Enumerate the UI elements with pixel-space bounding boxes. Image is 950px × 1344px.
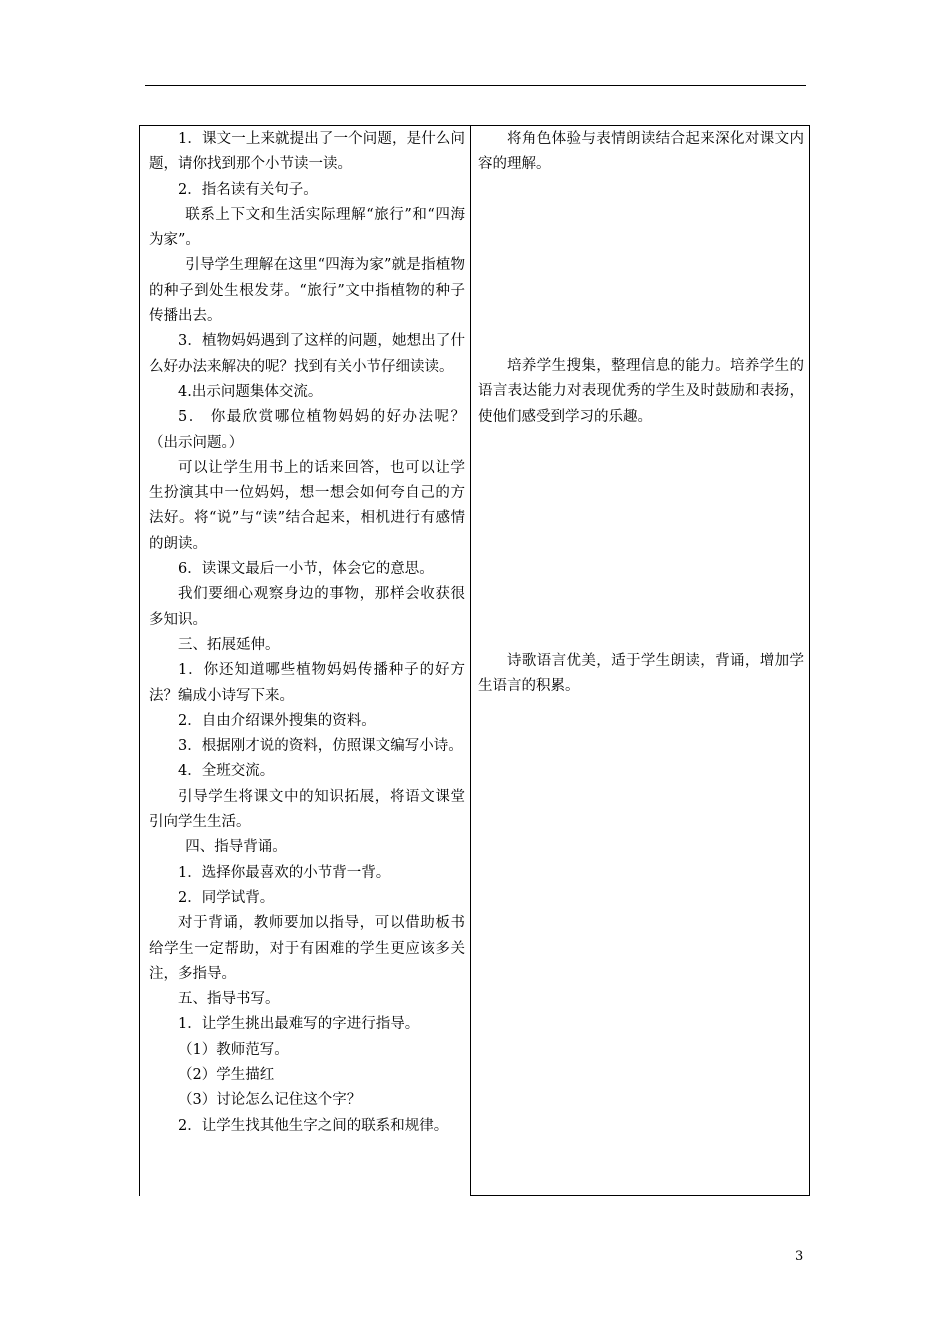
teaching-process-column (149, 127, 465, 1139)
design-intent-note: 将角色体验与表情朗读结合起来深化对课文内容的理解。 (478, 131, 804, 173)
design-intent-note: 诗歌语言优美，适于学生朗读，背诵，增加学生语言的积累。 (478, 653, 804, 695)
lesson-step-paragraph: 三、拓展延伸。 (178, 636, 280, 653)
table-right-border (809, 125, 810, 1196)
lesson-step-paragraph: 五、指导书写。 (178, 991, 280, 1008)
lesson-step-paragraph: 2．让学生找其他生字之间的联系和规律。 (178, 1117, 449, 1134)
lesson-step-paragraph: 4.出示问题集体交流。 (178, 383, 323, 400)
lesson-step-paragraph: 四、指导背诵。 (185, 839, 287, 856)
lesson-step-paragraph: 2．自由介绍课外搜集的资料。 (178, 712, 376, 729)
lesson-step-paragraph: 1．让学生挑出最难写的字进行指导。 (178, 1016, 420, 1033)
lesson-step-paragraph: 引导学生将课文中的知识拓展，将语文课堂引向学生生活。 (149, 788, 465, 831)
lesson-step-paragraph: 6．读课文最后一小节，体会它的意思。 (178, 561, 434, 578)
lesson-step-paragraph: 3．植物妈妈遇到了这样的问题，她想出了什么好办法来解决的呢？找到有关小节仔细读读。 (149, 333, 465, 375)
lesson-step-paragraph: 4．全班交流。 (178, 763, 275, 780)
lesson-step-paragraph: 2．同学试背。 (178, 889, 275, 906)
lesson-step-paragraph: 2．指名读有关句子。 (178, 181, 318, 198)
lesson-step-paragraph: 1．选择你最喜欢的小节背一背。 (178, 864, 391, 881)
header-rule (145, 85, 806, 86)
lesson-step-paragraph: （3）讨论怎么记住这个字？ (178, 1092, 362, 1109)
lesson-step-paragraph: 3．根据刚才说的资料，仿照课文编写小诗。 (178, 738, 463, 755)
lesson-step-paragraph: 引导学生理解在这里“四海为家”就是指植物的种子到处生根发芽。“旅行”文中指植物的种子传播出去。 (149, 257, 465, 325)
lesson-step-paragraph: 5． 你最欣赏哪位植物妈妈的好办法呢？（出示问题。） (149, 409, 465, 451)
table-top-border (139, 125, 810, 126)
table-divider (470, 125, 471, 1196)
table-left-border (139, 125, 140, 1196)
lesson-step-paragraph: 我们要细心观察身边的事物，那样会收获很多知识。 (149, 586, 465, 628)
lesson-step-paragraph: 1．你还知道哪些植物妈妈传播种子的好方法？编成小诗写下来。 (149, 662, 465, 704)
lesson-step-paragraph: （1）教师范写。 (178, 1041, 289, 1058)
page-number: 3 (795, 1249, 804, 1264)
lesson-step-paragraph: 联系上下文和生活实际理解“旅行”和“四海为家”。 (149, 206, 465, 249)
lesson-step-paragraph: 1．课文一上来就提出了一个问题，是什么问题，请你找到那个小节读一读。 (149, 131, 465, 173)
lesson-step-paragraph: （2）学生描红 (178, 1066, 275, 1083)
lesson-step-paragraph: 可以让学生用书上的话来回答，也可以让学生扮演其中一位妈妈，想一想会如何夸自己的方法好。将“说”与“读”结合起来，相机进行有感情的朗读。 (149, 459, 465, 552)
design-intent-note: 培养学生搜集，整理信息的能力。培养学生的语言表达能力对表现优秀的学生及时鼓励和表扬，使他们感受到学习的乐趣。 (478, 358, 804, 425)
table-bottom-border (470, 1195, 810, 1196)
lesson-step-paragraph: 对于背诵，教师要加以指导，可以借助板书给学生一定帮助，对于有困难的学生更应该多关注，多指导。 (149, 915, 465, 982)
